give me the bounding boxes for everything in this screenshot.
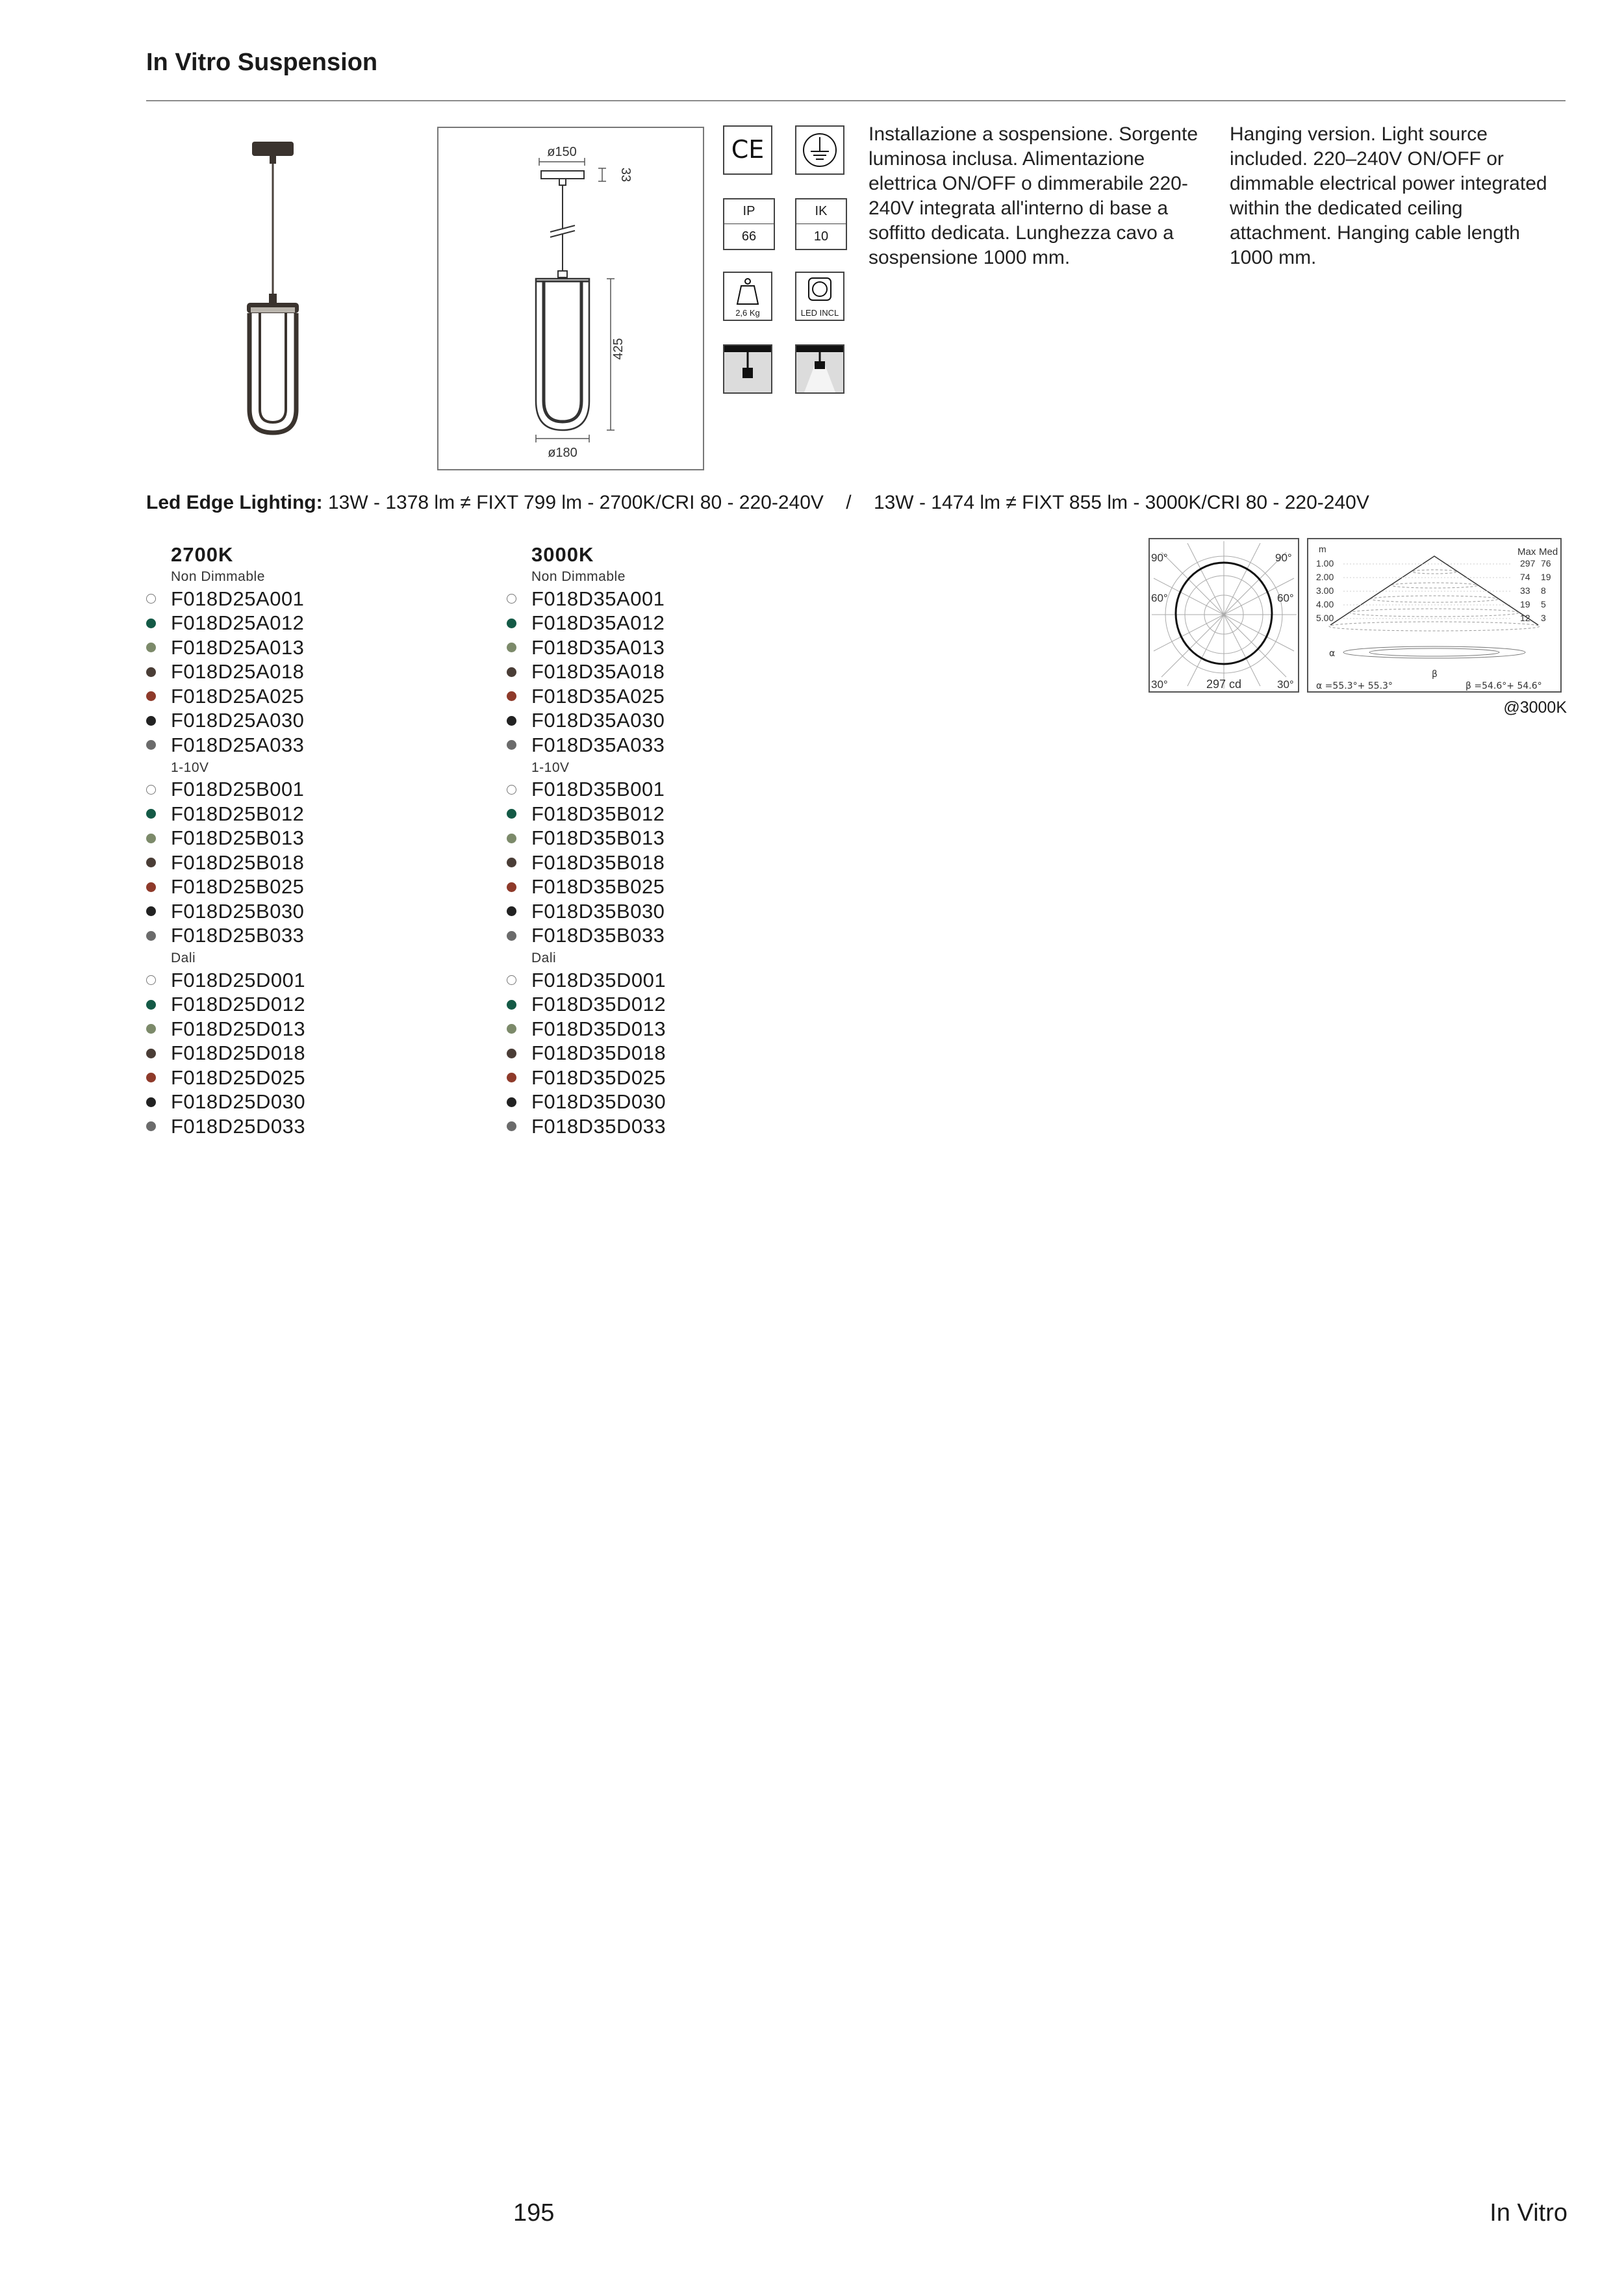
- group-label: Dali: [531, 951, 557, 965]
- color-swatch-icon: [507, 1000, 516, 1010]
- photometric-diagrams: [1148, 538, 1562, 693]
- color-swatch-icon: [507, 931, 516, 941]
- product-code: F018D35A033: [531, 733, 665, 756]
- product-code-row: [146, 611, 510, 636]
- product-code-row: [507, 660, 870, 685]
- led-spec-3000k: 13W - 1474 lm ≠ FIXT 855 lm - 3000K/CRI 80 - 220-240V: [873, 492, 1369, 513]
- product-code: F018D35D033: [531, 1114, 666, 1138]
- color-swatch-icon: [146, 882, 156, 892]
- column-heading: 2700K: [171, 543, 234, 566]
- product-photo: [214, 123, 331, 435]
- product-code-row: [146, 802, 510, 826]
- product-code: F018D35D001: [531, 968, 666, 991]
- description-english: Hanging version. Light source included. 220–240V ON/OFF or dimmable electrical power integrated within the dedicated ceiling attachment. Hanging cable length 1000 mm.: [1230, 123, 1547, 268]
- product-code: F018D35D030: [531, 1090, 666, 1114]
- color-swatch-icon: [507, 975, 516, 985]
- drawing-body-height: 425: [611, 338, 626, 360]
- page-title: In Vitro Suspension: [146, 49, 378, 76]
- color-swatch-icon: [146, 691, 156, 701]
- led-spec-2700k: 13W - 1378 lm ≠ FIXT 799 lm - 2700K/CRI 80 - 220-240V: [327, 492, 824, 513]
- cone-alpha-caption: α =55.3°+ 55.3°: [1316, 681, 1393, 691]
- product-code: F018D35B012: [531, 802, 665, 825]
- technical-drawing: [437, 127, 704, 470]
- product-code-row: [507, 802, 870, 826]
- color-swatch-icon: [146, 834, 156, 843]
- color-swatch-icon: [507, 882, 516, 892]
- group-label: Non Dimmable: [531, 569, 626, 584]
- cone-med-value: 76: [1541, 558, 1551, 568]
- color-swatch-icon: [507, 785, 516, 795]
- ceiling-mount-icon: [723, 344, 772, 394]
- product-code: F018D35A030: [531, 709, 665, 732]
- color-swatch-icon: [507, 1073, 516, 1082]
- color-swatch-icon: [507, 1097, 516, 1107]
- product-code-row: [507, 635, 870, 660]
- color-swatch-icon: [146, 906, 156, 916]
- cone-distance: 4.00: [1316, 599, 1334, 609]
- color-swatch-icon: [146, 785, 156, 795]
- product-code-row: [507, 733, 870, 758]
- product-code-row: [146, 1041, 510, 1066]
- product-code: F018D25D001: [171, 968, 306, 991]
- product-code: F018D35D013: [531, 1017, 666, 1040]
- product-code: F018D25D012: [171, 993, 306, 1016]
- led-included-label: LED INCL: [800, 308, 839, 318]
- cone-max-value: 74: [1520, 572, 1530, 582]
- product-code: F018D25B030: [171, 899, 305, 923]
- color-swatch-icon: [146, 931, 156, 941]
- color-swatch-icon: [146, 594, 156, 604]
- product-code: F018D35A018: [531, 660, 665, 683]
- product-code-row: [507, 1041, 870, 1066]
- page-number: 195: [513, 2199, 555, 2227]
- cone-med-value: 3: [1541, 613, 1546, 623]
- color-swatch-icon: [507, 809, 516, 819]
- product-code-row: [146, 1090, 510, 1115]
- color-swatch-icon: [507, 906, 516, 916]
- ik-label: IK: [796, 199, 846, 224]
- led-spec-line: [146, 492, 1369, 514]
- product-code-row: [146, 684, 510, 709]
- product-code: F018D25D025: [171, 1066, 306, 1089]
- cone-med-value: 5: [1541, 599, 1546, 609]
- product-code-row: [146, 875, 510, 900]
- color-swatch-icon: [507, 1024, 516, 1034]
- color-swatch-icon: [507, 834, 516, 843]
- drawing-top-height: 33: [618, 167, 633, 183]
- earth-ground-icon: [795, 125, 844, 175]
- color-swatch-icon: [507, 858, 516, 867]
- product-code-row: [146, 924, 510, 949]
- product-code: F018D25A025: [171, 684, 305, 708]
- polar-angle-60-left: 60°: [1151, 592, 1168, 604]
- product-code-row: [507, 1114, 870, 1139]
- product-code-row: [507, 684, 870, 709]
- product-code-row: [507, 850, 870, 875]
- product-code-row: [146, 1114, 510, 1139]
- product-code-row: [507, 709, 870, 734]
- cone-max-value: 19: [1520, 599, 1530, 609]
- color-swatch-icon: [146, 619, 156, 628]
- product-code: F018D25B018: [171, 850, 305, 874]
- group-label: 1-10V: [531, 760, 570, 775]
- photometric-caption: @3000K: [1503, 698, 1567, 717]
- product-code: F018D35A001: [531, 587, 665, 610]
- color-swatch-icon: [507, 740, 516, 750]
- ceiling-mount-light-icon: [795, 344, 844, 394]
- description-italian: Installazione a sospensione. Sorgente luminosa inclusa. Alimentazione elettrica ON/OFF o dimmerabile 220-240V integrata all'interno di base a soffitto dedicata. Lunghezza cavo a sospensione 1000 mm.: [869, 123, 1199, 268]
- weight-icon: [723, 272, 772, 321]
- product-code-row: [146, 850, 510, 875]
- product-code: F018D35B018: [531, 850, 665, 874]
- product-code: F018D35B025: [531, 875, 665, 899]
- group-label: Non Dimmable: [171, 569, 265, 584]
- group-label: 1-10V: [171, 760, 209, 775]
- cone-distance: 2.00: [1316, 572, 1334, 582]
- color-swatch-icon: [507, 1049, 516, 1058]
- product-code-row: [146, 733, 510, 758]
- drawing-bottom-diameter: ø180: [548, 446, 577, 460]
- product-code-row: [146, 778, 510, 802]
- polar-angle-30-left: 30°: [1151, 678, 1168, 691]
- ce-mark-icon: [723, 125, 772, 175]
- product-code-row: [146, 709, 510, 734]
- product-code: F018D25A001: [171, 587, 305, 610]
- cone-col-max: Max: [1517, 546, 1536, 557]
- ce-mark-text: CE: [731, 135, 765, 164]
- collection-name: In Vitro: [1490, 2199, 1567, 2227]
- product-code: F018D25D013: [171, 1017, 306, 1040]
- color-swatch-icon: [146, 740, 156, 750]
- product-code-row: [146, 635, 510, 660]
- color-swatch-icon: [146, 643, 156, 652]
- product-code-row: [507, 968, 870, 993]
- product-code: F018D25A030: [171, 709, 305, 732]
- product-code: F018D35A013: [531, 635, 665, 659]
- polar-angle-30-right: 30°: [1277, 678, 1294, 691]
- led-included-icon: [795, 272, 844, 321]
- cone-beta: β: [1432, 669, 1438, 680]
- product-code: F018D35B013: [531, 826, 665, 850]
- codes-column-2700k: [146, 543, 510, 1139]
- product-code-row: [146, 899, 510, 924]
- color-swatch-icon: [146, 975, 156, 985]
- cone-max-value: 33: [1520, 585, 1530, 596]
- cone-med-value: 8: [1541, 585, 1546, 596]
- color-swatch-icon: [507, 594, 516, 604]
- cone-distance: 5.00: [1316, 613, 1334, 623]
- product-code-row: [146, 1066, 510, 1090]
- color-swatch-icon: [507, 667, 516, 677]
- product-code-row: [146, 1017, 510, 1041]
- ik-value: 10: [813, 229, 829, 244]
- product-code-row: [507, 826, 870, 851]
- color-swatch-icon: [507, 716, 516, 726]
- polar-diagram: [1149, 539, 1299, 692]
- product-code-row: [146, 660, 510, 685]
- product-code: F018D35B001: [531, 778, 665, 801]
- ip-rating-icon: [723, 198, 775, 250]
- product-code-row: [507, 587, 870, 611]
- product-code-row: [146, 587, 510, 611]
- product-code-row: [507, 778, 870, 802]
- product-code: F018D25A033: [171, 733, 305, 756]
- polar-angle-60-right: 60°: [1277, 592, 1294, 604]
- color-swatch-icon: [507, 619, 516, 628]
- product-code-row: [507, 611, 870, 636]
- product-code: F018D25D033: [171, 1114, 306, 1138]
- polar-angle-90-right: 90°: [1275, 552, 1292, 564]
- cone-max-value: 297: [1520, 558, 1536, 568]
- codes-column-3000k: [507, 543, 870, 1139]
- product-code-row: [507, 1017, 870, 1041]
- product-code: F018D25D030: [171, 1090, 306, 1114]
- product-code-row: [507, 993, 870, 1017]
- cone-unit: m: [1319, 544, 1326, 554]
- color-swatch-icon: [507, 643, 516, 652]
- product-code: F018D25A013: [171, 635, 305, 659]
- title-divider: [146, 100, 1566, 101]
- product-code-row: [146, 968, 510, 993]
- product-code: F018D25A018: [171, 660, 305, 683]
- product-code: F018D35B030: [531, 899, 665, 923]
- product-code-row: [507, 875, 870, 900]
- color-swatch-icon: [146, 1097, 156, 1107]
- color-swatch-icon: [146, 1024, 156, 1034]
- product-code: F018D25B025: [171, 875, 305, 899]
- led-spec-separator: /: [846, 492, 852, 513]
- color-swatch-icon: [146, 1121, 156, 1131]
- polar-angle-90-left: 90°: [1151, 552, 1168, 564]
- product-code-row: [507, 924, 870, 949]
- color-swatch-icon: [146, 858, 156, 867]
- color-swatch-icon: [146, 716, 156, 726]
- drawing-top-diameter: ø150: [547, 145, 577, 159]
- product-code-row: [146, 826, 510, 851]
- product-code-row: [507, 1066, 870, 1090]
- ip-value: 66: [741, 229, 757, 244]
- color-swatch-icon: [507, 691, 516, 701]
- polar-intensity: 297 cd: [1206, 678, 1242, 691]
- led-spec-label: Led Edge Lighting:: [146, 492, 323, 513]
- product-code: F018D25A012: [171, 611, 305, 635]
- ik-rating-icon: [795, 198, 847, 250]
- product-code: F018D25B012: [171, 802, 305, 825]
- product-code: F018D25B001: [171, 778, 305, 801]
- product-code-row: [146, 993, 510, 1017]
- product-code-row: [507, 1090, 870, 1115]
- ip-label: IP: [724, 199, 774, 224]
- color-swatch-icon: [146, 809, 156, 819]
- group-label: Dali: [171, 951, 196, 965]
- cone-max-value: 12: [1520, 613, 1530, 623]
- cone-alpha: α: [1329, 648, 1336, 659]
- product-code: F018D25B033: [171, 924, 305, 947]
- cone-col-med: Med: [1539, 546, 1558, 557]
- cone-beta-caption: β =54.6°+ 54.6°: [1465, 681, 1542, 691]
- product-code: F018D35D025: [531, 1066, 666, 1089]
- product-code: F018D35A012: [531, 611, 665, 635]
- color-swatch-icon: [146, 1000, 156, 1010]
- product-code-row: [507, 899, 870, 924]
- cone-distance: 3.00: [1316, 585, 1334, 596]
- column-heading: 3000K: [531, 543, 594, 566]
- color-swatch-icon: [146, 1073, 156, 1082]
- color-swatch-icon: [146, 667, 156, 677]
- product-code: F018D35D012: [531, 993, 666, 1016]
- product-code: F018D25D018: [171, 1041, 306, 1065]
- cone-distance: 1.00: [1316, 558, 1334, 568]
- color-swatch-icon: [146, 1049, 156, 1058]
- weight-label: 2,6 Kg: [735, 308, 760, 318]
- cone-diagram: [1308, 539, 1561, 692]
- product-code: F018D35D018: [531, 1041, 666, 1065]
- product-code: F018D35A025: [531, 684, 665, 708]
- cone-med-value: 19: [1541, 572, 1551, 582]
- product-code: F018D35B033: [531, 924, 665, 947]
- color-swatch-icon: [507, 1121, 516, 1131]
- product-code: F018D25B013: [171, 826, 305, 850]
